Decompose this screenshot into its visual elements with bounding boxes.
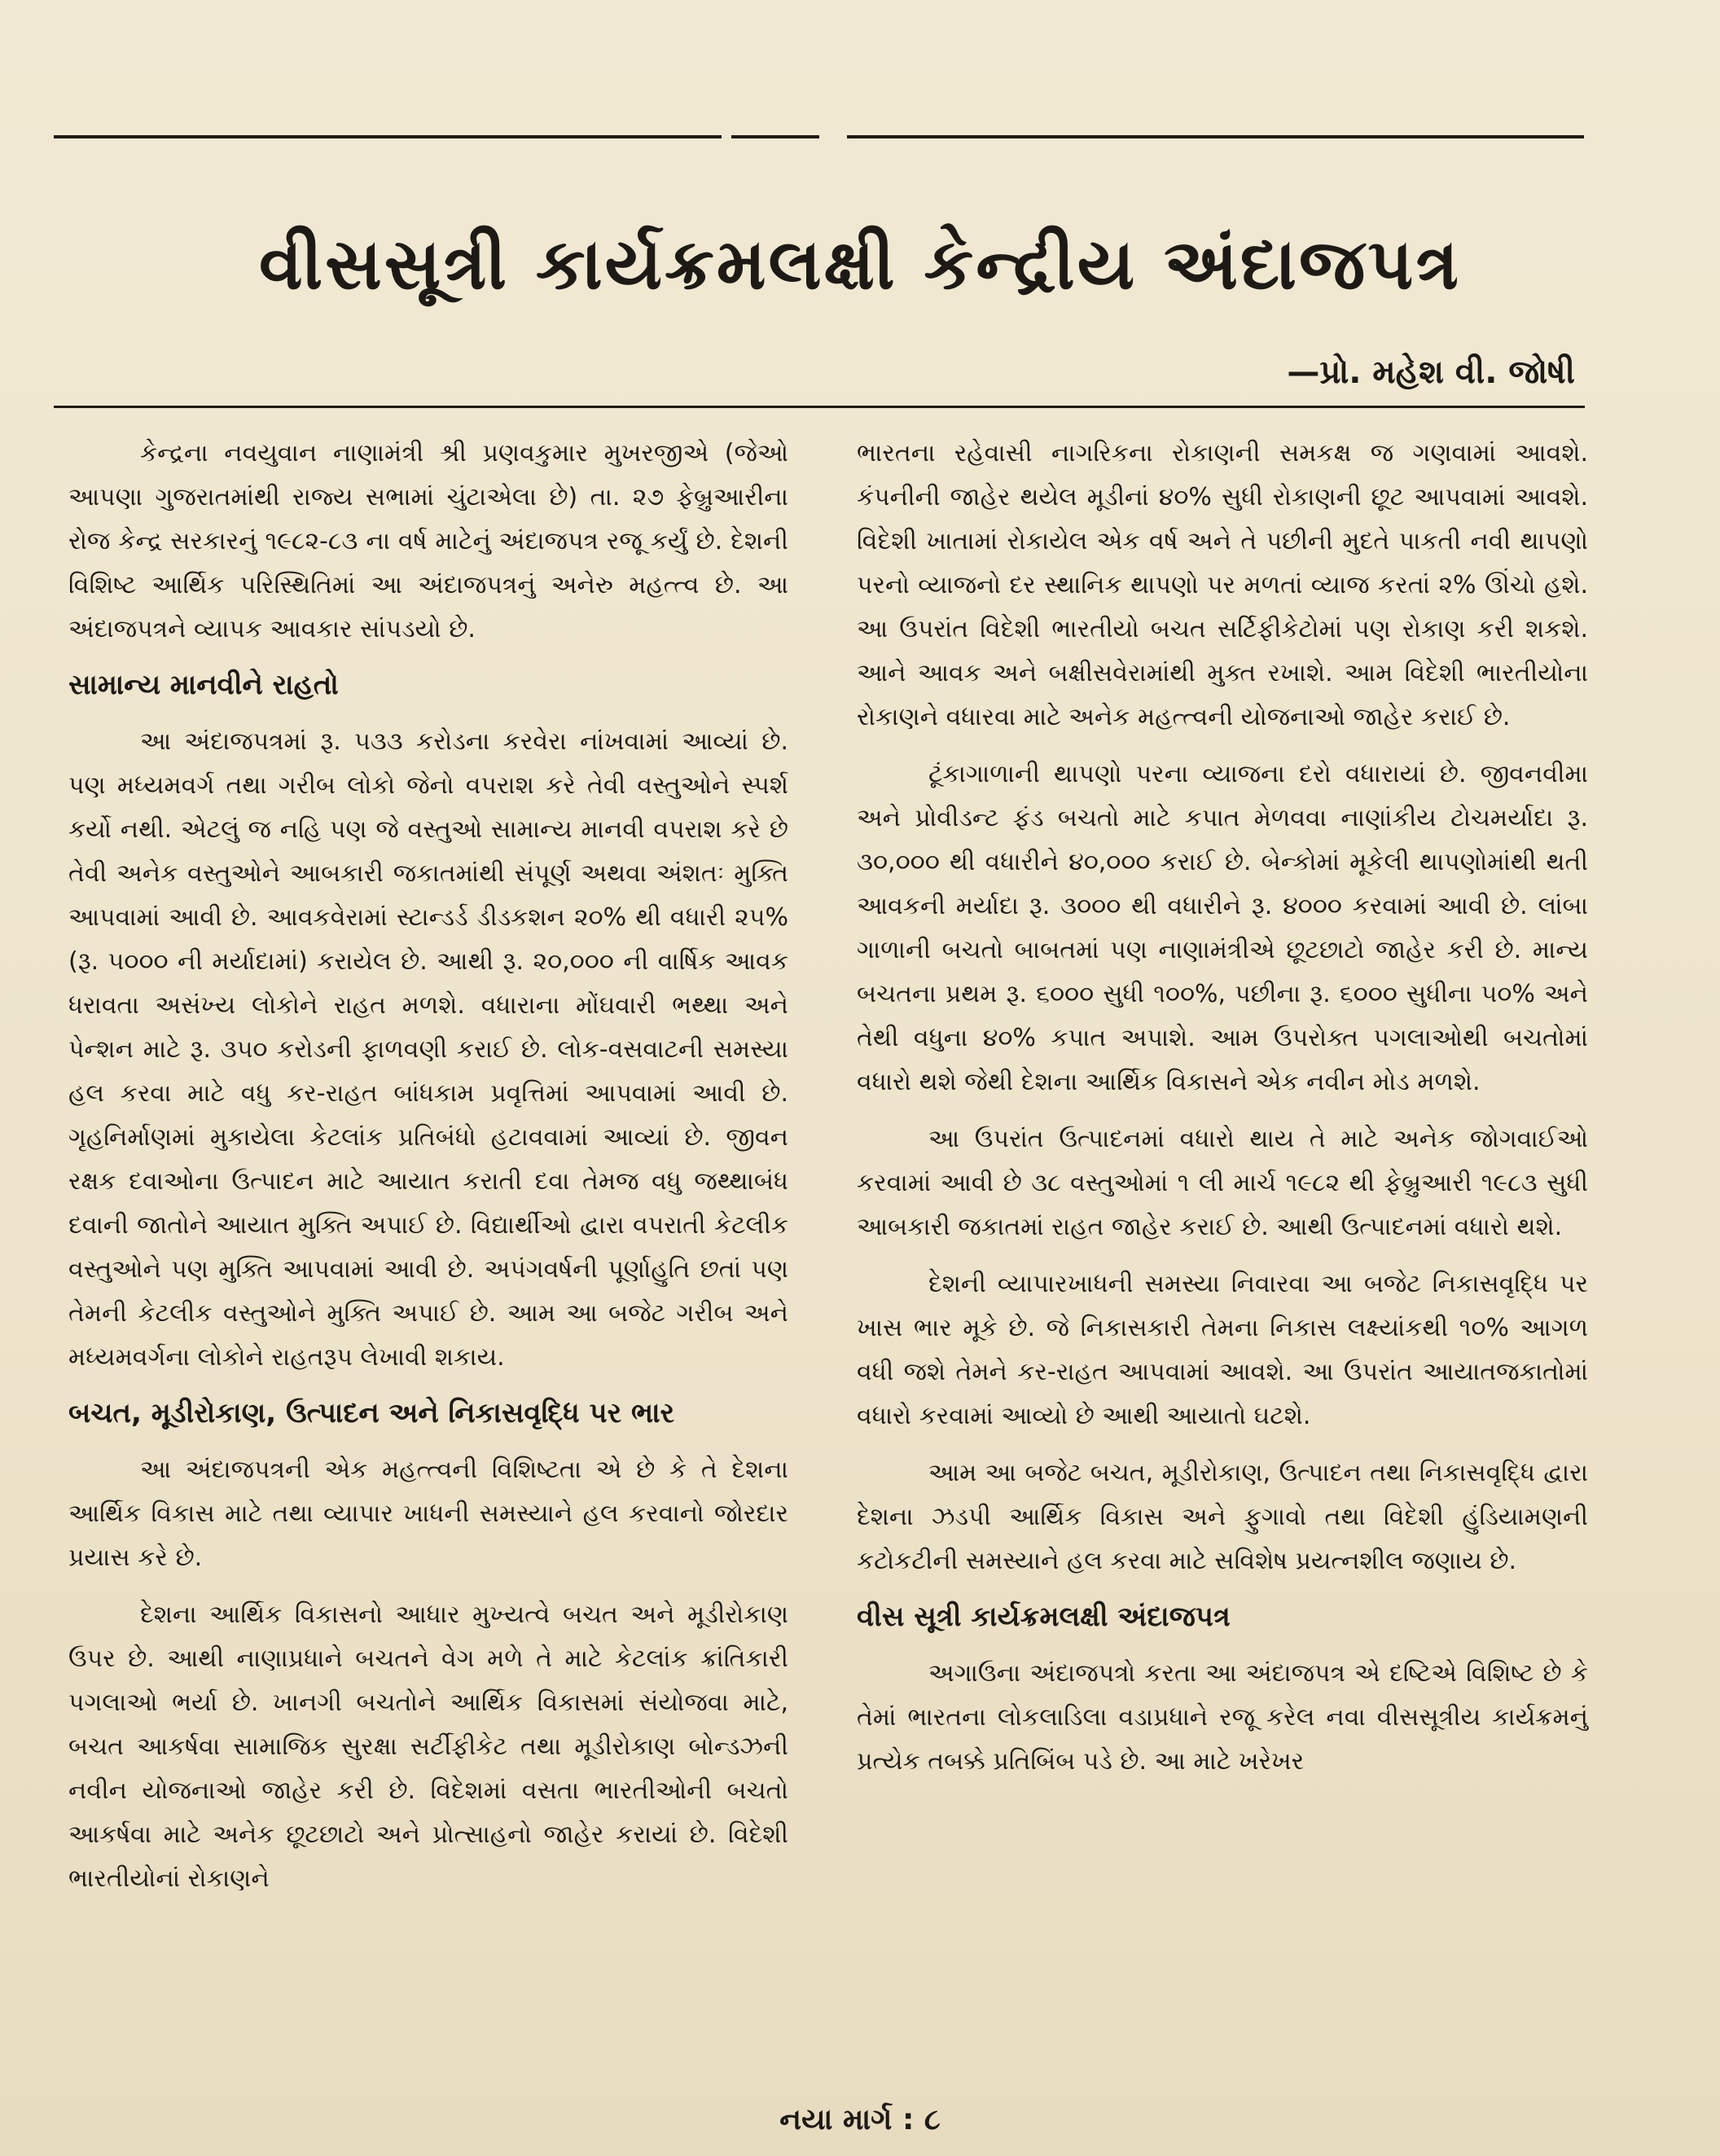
right-paragraph-3: આ ઉપરાંત ઉત્પાદનમાં વધારો થાય તે માટે અનેક જોગવાઈઓ કરવામાં આવી છે ૩૮ વસ્તુઓમાં ૧ લી માર્ચ ૧૯૮૨ થી ફેબ્રુઆરી ૧૯૮૩ સુધી આબકારી જકાતમાં રાહત જાહેર કરાઈ છે. આથી ઉત્પાદનમાં વધારો થશે. [857,1125,1588,1241]
top-rule-right [847,135,1584,138]
left-heading-1: સામાન્ય માનવીને રાહતો [68,669,339,701]
page-footer: નયા માર્ગ : ૮ [779,2103,941,2136]
left-paragraph-2: આ અંદાજપત્રમાં રૂ. ૫૩૩ કરોડના કરવેરા નાંખવામાં આવ્યાં છે. પણ મધ્યમવર્ગ તથા ગરીબ લોકો જેનો વપરાશ કરે તેવી વસ્તુઓને સ્પર્શ કર્યો નથી. એટલું જ નહિ પણ જે વસ્તુઓ સામાન્ય માનવી વપરાશ કરે છે તેવી અનેક વસ્તુઓને આબકારી જકાતમાંથી સંપૂર્ણ અથવા અંશતઃ મુક્તિ આપવામાં આવી છે. આવકવેરામાં સ્ટાન્ડર્ડ ડીડકશન ૨૦% થી વધારી ૨૫% (રૂ. ૫૦૦૦ ની મર્યાદામાં) કરાયેલ છે. આથી રૂ. ૨૦,૦૦૦ ની વાર્ષિક આવક ધરાવતા અસંખ્ય લોકોને રાહત મળશે. વધારાના મોંઘવારી ભથ્થા અને પેન્શન માટે રૂ. ૩૫૦ કરોડની ફાળવણી કરાઈ છે. લોક-વસવાટની સમસ્યા હલ કરવા માટે વધુ કર-રાહત બાંધકામ પ્રવૃત્તિમાં આપવામાં આવી છે. ગૃહનિર્માણમાં મુકાયેલા કેટલાંક પ્રતિબંધો હટાવવામાં આવ્યાં છે. જીવન રક્ષક દવાઓના ઉત્પાદન માટે આયાત કરાતી દવા તેમજ વધુ જથ્થાબંધ દવાની જાતોને આયાત મુક્તિ અપાઈ છે. વિદ્યાર્થીઓ દ્વારા વપરાતી કેટલીક વસ્તુઓને પણ મુક્તિ આપવામાં આવી છે. અપંગવર્ષની પૂર્ણાહુતિ છતાં પણ તેમની કેટલીક વસ્તુઓને મુક્તિ અપાઈ છે. આમ આ બજેટ ગરીબ અને મધ્યમવર્ગના લોકોને રાહતરૂપ લેખાવી શકાય. [68,727,788,1372]
right-heading-1: વીસ સૂત્રી કાર્યક્રમલક્ષી અંદાજપત્ર [857,1601,1231,1633]
article-title: વીસસૂત્રી કાર્યક્રમલક્ષી કેન્દ્રીય અંદાજપત્ર [258,223,1462,305]
left-paragraph-1: કેન્દ્રના નવયુવાન નાણામંત્રી શ્રી પ્રણવકુમાર મુખરજીએ (જેઓ આપણા ગુજરાતમાંથી રાજ્ય સભામાં ચુંટાએલા છે) તા. ૨૭ ફેબ્રુઆરીના રોજ કેન્દ્ર સરકારનું ૧૯૮૨-૮૩ ના વર્ષ માટેનું અંદાજપત્ર રજૂ કર્યું છે. દેશની વિશિષ્ટ આર્થિક પરિસ્થિતિમાં આ અંદાજપત્રનું અનેરુ મહત્ત્વ છે. આ અંદાજપત્રને વ્યાપક આવકાર સાંપડયો છે. [68,439,788,643]
right-paragraph-4: દેશની વ્યાપારખાધની સમસ્યા નિવારવા આ બજેટ નિકાસવૃદ્ધિ પર ખાસ ભાર મૂકે છે. જે નિકાસકારી તેમના નિકાસ લક્ષ્યાંકથી ૧૦% આગળ વધી જશે તેમને કર-રાહત આપવામાં આવશે. આ ઉપરાંત આયાતજકાતોમાં વધારો કરવામાં આવ્યો છે આથી આયાતો ઘટશે. [857,1270,1588,1430]
top-rule-left [54,135,722,138]
author-byline: —પ્રો. મહેશ વી. જોષી [1287,353,1575,391]
right-paragraph-1: ભારતના રહેવાસી નાગરિકના રોકાણની સમકક્ષ જ ગણવામાં આવશે. કંપનીની જાહેર થયેલ મૂડીનાં ૪૦% સુધી રોકાણની છૂટ આપવામાં આવશે. વિદેશી ખાતામાં રોકાયેલ એક વર્ષ અને તે પછીની મુદતે પાકતી નવી થાપણો પરનો વ્યાજનો દર સ્થાનિક થાપણો પર મળતાં વ્યાજ કરતાં ૨% ઊંચો હશે. આ ઉપરાંત વિદેશી ભારતીયો બચત સર્ટિફીકેટોમાં પણ રોકાણ કરી શકશે. આને આવક અને બક્ષીસવેરામાંથી મુક્ત રખાશે. આમ વિદેશી ભારતીયોના રોકાણને વધારવા માટે અનેક મહત્ત્વની યોજનાઓ જાહેર કરાઈ છે. [857,439,1588,731]
right-paragraph-2: ટૂંકાગાળાની થાપણો પરના વ્યાજના દરો વધારાયાં છે. જીવનવીમા અને પ્રોવીડન્ટ ફંડ બચતો માટે કપાત મેળવવા નાણાંકીય ટોચમર્યાદા રૂ. ૩૦,૦૦૦ થી વધારીને ૪૦,૦૦૦ કરાઈ છે. બેન્કોમાં મૂકેલી થાપણોમાંથી થતી આવકની મર્યાદા રૂ. ૩૦૦૦ થી વધારીને રૂ. ૪૦૦૦ કરવામાં આવી છે. લાંબા ગાળાની બચતો બાબતમાં પણ નાણામંત્રીએ છૂટછાટો જાહેર કરી છે. માન્ય બચતના પ્રથમ રૂ. ૬૦૦૦ સુધી ૧૦૦%, પછીના રૂ. ૬૦૦૦ સુધીના ૫૦% અને તેથી વધુના ૪૦% કપાત અપાશે. આમ ઉપરોક્ત પગલાઓથી બચતોમાં વધારો થશે જેથી દેશના આર્થિક વિકાસને એક નવીન મોડ મળશે. [857,760,1588,1096]
left-paragraph-4: દેશના આર્થિક વિકાસનો આધાર મુખ્યત્વે બચત અને મૂડીરોકાણ ઉપર છે. આથી નાણાપ્રધાને બચતને વેગ મળે તે માટે કેટલાંક ક્રાંતિકારી પગલાઓ ભર્યા છે. ખાનગી બચતોને આર્થિક વિકાસમાં સંયોજવા માટે, બચત આકર્ષવા સામાજિક સુરક્ષા સર્ટીફીકેટ તથા મૂડીરોકાણ બોન્ડઝની નવીન યોજનાઓ જાહેર કરી છે. વિદેશમાં વસતા ભારતીઓની બચતો આકર્ષવા માટે અનેક છૂટછાટો અને પ્રોત્સાહનો જાહેર કરાયાં છે. વિદેશી ભારતીયોનાં રોકાણને [68,1601,788,1893]
left-column [68,432,788,1914]
right-column [857,432,1588,1797]
left-paragraph-3: આ અંદાજપત્રની એક મહત્ત્વની વિશિષ્ટતા એ છે કે તે દેશના આર્થિક વિકાસ માટે તથા વ્યાપાર ખાધની સમસ્યાને હલ કરવાનો જોરદાર પ્રયાસ કરે છે. [68,1456,788,1572]
right-paragraph-6: અગાઉના અંદાજપત્રો કરતા આ અંદાજપત્ર એ દષ્ટિએ વિશિષ્ટ છે કે તેમાં ભારતના લોકલાડિલા વડાપ્રધાને રજૂ કરેલ નવા વીસસૂત્રીય કાર્યક્રમનું પ્રત્યેક તબક્કે પ્રતિબિંબ પડે છે. આ માટે ખરેખર [857,1659,1588,1776]
right-paragraph-5: આમ આ બજેટ બચત, મૂડીરોકાણ, ઉત્પાદન તથા નિકાસવૃદ્ધિ દ્વારા દેશના ઝડપી આર્થિક વિકાસ અને ફુગાવો તથા વિદેશી હુંડિયામણની કટોકટીની સમસ્યાને હલ કરવા માટે સવિશેષ પ્રયત્નશીલ જણાય છે. [857,1459,1588,1575]
left-heading-2: બચત, મૂડીરોકાણ, ઉત્પાદન અને નિકાસવૃદ્ધિ પર ભાર [68,1397,675,1429]
title-divider [54,406,1585,408]
top-rule-middle [731,135,819,138]
